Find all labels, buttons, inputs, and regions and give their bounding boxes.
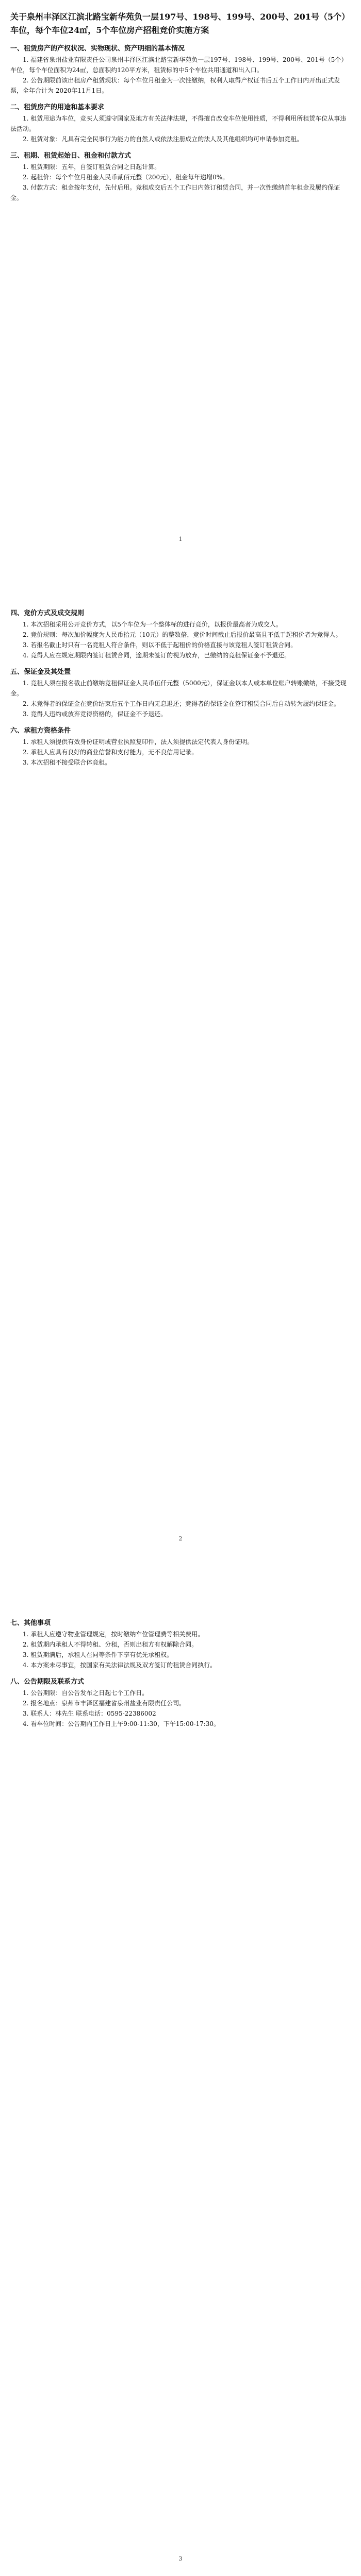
paragraph: 3. 付款方式：租金按年支付，先付后用。竞租成交后五个工作日内签订租赁合同，并一次性缴纳首年租金及履约保证金。 <box>10 184 340 201</box>
section-1 <box>10 10 351 203</box>
section-heading: 五、保证金及其处置 <box>10 668 71 676</box>
document-title: 关于泉州丰泽区江滨北路宝新华苑负一层197号、198号、199号、200号、201号（5个）车位，每个车位24㎡，5个车位房产招租竞价实施方案 <box>10 12 350 35</box>
paragraph: 1. 承租人应遵守物业管理规定，按时缴纳车位管理费等相关费用。 <box>23 1631 204 1638</box>
paragraph: 1. 福建省泉州盐业有限责任公司泉州丰泽区江滨北路宝新华苑负一层197号、198号、199号、200号、201号（5个）车位，每个车位面积为24㎡，总面积约120平方米，租赁标的中5个车位共用通道和出入口。 <box>10 56 348 74</box>
paragraph: 2. 起租价：每个车位月租金人民币贰佰元整（200元），租金每年递增0%。 <box>23 174 229 181</box>
paragraph: 1. 本次招租采用公开竞价方式，以5个车位为一个整体标的进行竞价，以报价最高者为成交人。 <box>23 621 282 628</box>
paragraph: 2. 租赁期内承租人不得转租、分租，否则出租方有权解除合同。 <box>23 1641 198 1648</box>
paragraph: 2. 未竞得者的保证金在竞价结束后五个工作日内无息退还；竞得者的保证金在签订租赁合同后自动转为履约保证金。 <box>23 700 340 707</box>
paragraph: 2. 承租人应具有良好的商业信誉和支付能力，无不良信用记录。 <box>23 749 198 756</box>
paragraph: 2. 报名地点：泉州市丰泽区福建省泉州盐业有限责任公司。 <box>23 1700 186 1707</box>
paragraph: 3. 本次招租不接受联合体竞租。 <box>23 759 111 766</box>
paragraph: 4. 看车位时间：公告期内工作日上午9:00-11:30，下午15:00-17:30。 <box>23 1720 220 1727</box>
section-heading: 四、竞价方式及成交规则 <box>10 609 85 617</box>
section-3 <box>10 1618 351 1729</box>
section-2 <box>10 608 351 768</box>
section-heading: 三、租期、租赁起始日、租金和付款方式 <box>10 152 132 160</box>
section-heading: 二、租赁房产的用途和基本要求 <box>10 104 105 111</box>
paragraph: 3. 若报名截止时只有一名竞租人符合条件，则以不低于起租价的价格直接与该竞租人签订租赁合同。 <box>23 641 297 649</box>
page-number: 1 <box>178 536 183 543</box>
paragraph: 1. 竞租人须在报名截止前缴纳竞租保证金人民币伍仟元整（5000元），保证金以本人或本单位账户转账缴纳，不接受现金。 <box>10 680 347 697</box>
paragraph: 1. 公告期限：自公告发布之日起七个工作日。 <box>23 1689 149 1697</box>
section-heading: 一、租赁房产的产权状况、实物现状、资产明细的基本情况 <box>10 45 185 53</box>
section-heading: 六、承租方资格条件 <box>10 727 71 735</box>
section-heading: 八、公告期限及联系方式 <box>10 1678 85 1686</box>
page-number: 3 <box>178 2555 183 2562</box>
paragraph: 1. 承租人须提供有效身份证明或营业执照复印件，法人须提供法定代表人身份证明。 <box>23 738 254 745</box>
paragraph: 2. 竞价规则：每次加价幅度为人民币拾元（10元）的整数倍，竞价时间截止后报价最高且不低于起租价者为竞得人。 <box>23 631 342 638</box>
paragraph: 3. 租赁期满后，承租人在同等条件下享有优先承租权。 <box>23 1651 173 1658</box>
paragraph: 3. 竞得人违约或放弃竞得资格的，保证金不予退还。 <box>23 710 167 718</box>
section-heading: 七、其他事项 <box>10 1619 51 1627</box>
paragraph: 3. 联系人：林先生 联系电话：0595-22386002 <box>23 1710 156 1717</box>
paragraph: 4. 本方案未尽事宜，按国家有关法律法规及双方签订的租赁合同执行。 <box>23 1662 217 1669</box>
paragraph: 1. 租赁期限：五年，自签订租赁合同之日起计算。 <box>23 163 161 171</box>
paragraph: 1. 租赁用途为车位，竞买人须遵守国家及地方有关法律法规，不得擅自改变车位使用性质，不得利用所租赁车位从事违法活动。 <box>10 115 347 132</box>
paragraph: 4. 竞得人应在规定期限内签订租赁合同，逾期未签订的视为放弃，已缴纳的竞租保证金不予退还。 <box>23 652 291 659</box>
paragraph: 2. 公告期限前该出租房产租赁现状：每个车位月租金为一次性缴纳，权利人取得产权证书后五个工作日内开出正式发票，全年合计为 2020年11月1日。 <box>10 77 340 94</box>
paragraph: 2. 租赁对象：凡具有完全民事行为能力的自然人或依法注册成立的法人及其他组织均可申请参加竞租。 <box>23 135 303 143</box>
page-number: 2 <box>178 1535 183 1542</box>
